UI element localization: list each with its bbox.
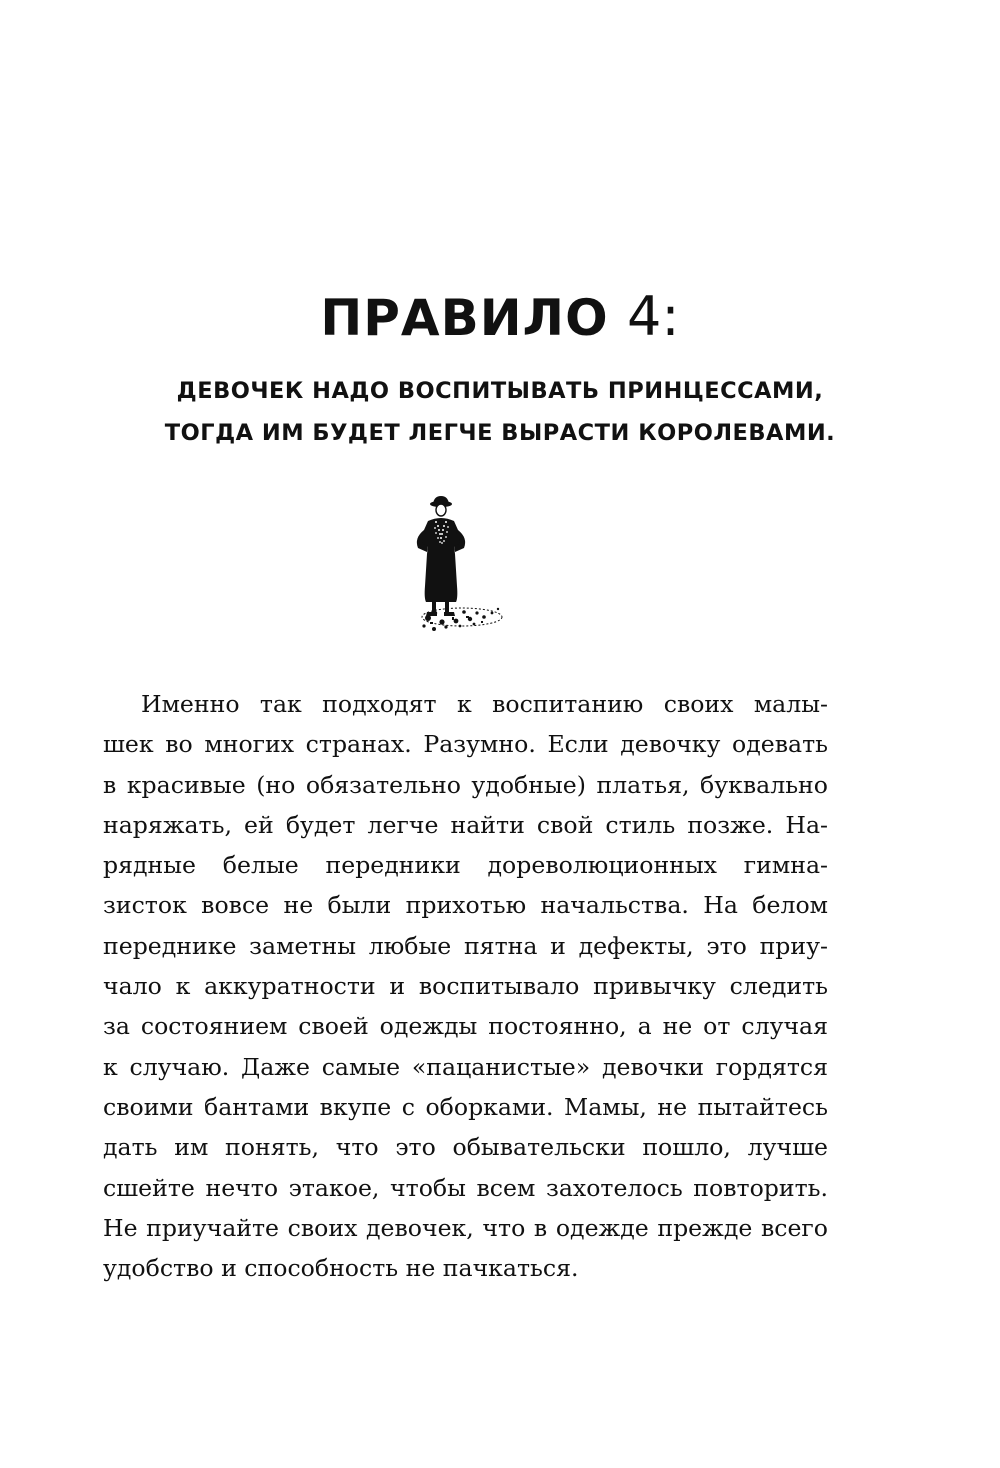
rule-heading-word: ПРАВИЛО (320, 289, 609, 347)
rule-heading-number: 4: (627, 285, 680, 348)
rule-heading (0, 282, 1000, 353)
paragraph-line: дать им понять, что это обывательски пошло, лучше (103, 1133, 828, 1162)
paragraph-line: шек во многих странах. Разумно. Если девочку одевать (103, 730, 828, 759)
paragraph-line: рядные белые передники дореволюционных гимна- (103, 851, 828, 880)
woman-in-hat-figure-icon (404, 496, 508, 640)
paragraph-line: за состоянием своей одежды постоянно, а не от случая (103, 1012, 828, 1041)
paragraph-line: к случаю. Даже самые «пацанистые» девочки гордятся (103, 1052, 828, 1081)
paragraph-line: в красивые (но обязательно удобные) платья, буквально (103, 770, 828, 799)
paragraph-line: удобство и способность не пачкаться. (103, 1254, 579, 1283)
rule-subtitle (0, 370, 1000, 454)
subtitle-line: ТОГДА ИМ БУДЕТ ЛЕГЧЕ ВЫРАСТИ КОРОЛЕВАМИ. (164, 420, 836, 446)
paragraph-line: Именно так подходят к воспитанию своих малы- (141, 690, 828, 718)
paragraph-line: сшейте нечто этакое, чтобы всем захотелось повторить. (103, 1173, 828, 1202)
body-paragraph (103, 684, 828, 1288)
paragraph-line: Не приучайте своих девочек, что в одежде прежде всего (103, 1213, 828, 1242)
paragraph-line: своими бантами вкупе с оборками. Мамы, не пытайтесь (103, 1092, 828, 1121)
paragraph-line: зисток вовсе не были прихотью начальства. На белом (103, 891, 828, 920)
subtitle-line: ДЕВОЧЕК НАДО ВОСПИТЫВАТЬ ПРИНЦЕССАМИ, (176, 378, 824, 404)
paragraph-line: наряжать, ей будет легче найти свой стиль позже. На- (103, 810, 828, 839)
paragraph-line: переднике заметны любые пятна и дефекты, это приу- (103, 931, 828, 960)
paragraph-line: чало к аккуратности и воспитывало привычку следить (103, 972, 828, 1001)
